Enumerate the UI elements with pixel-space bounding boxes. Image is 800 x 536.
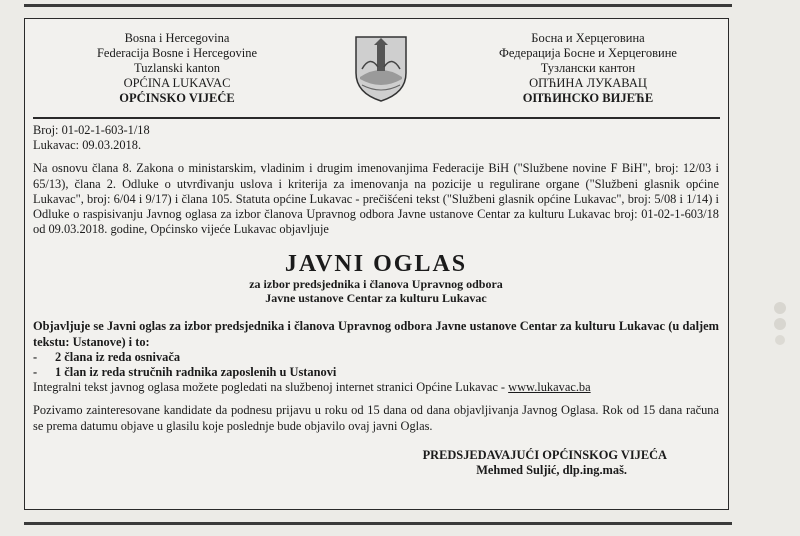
announcement-text: Objavljuje se Javni oglas za izbor predsjednika i članova Upravnog odbora Javne ustanove Centar za kulturu Lukavac (u daljem tekstu: Ustanove) i to: (33, 319, 719, 349)
list-dash: - (33, 349, 38, 364)
top-border-rule (24, 4, 732, 7)
bottom-border-rule (24, 522, 732, 525)
signature-role: PREDSJEDAVAJUĆI OPĆINSKOG VIJEĆA (422, 447, 667, 462)
signature-block (33, 448, 719, 478)
header-canton-cyr: Тузлански кантон (540, 61, 636, 75)
signature-name: Mehmed Suljić, dlp.ing.maš. (476, 462, 627, 477)
legal-preamble: Na osnovu člana 8. Zakona o ministarskim, vladinim i drugim imenovanjima Federacije BiH ("Službene novine F BiH", broj: 12/03 i 65/13), člana 2. Odluke o utvrđivanju uslova i kriterija za imenovanja na pozicije u regulirane organe ("Službeni glasnik općine Lukavac", broj: 6/04 i 9/17) i člana 105. Statuta općine Lukavac - prečišćeni tekst ("Službeni glasnik općine Lukavac", broj: 5/08 i 1/14) i Odluke o raspisivanju Javnog oglasa za izbor članova Upravnog odbora Javne ustanove Centar za kulturu Lukavac broj: 01-02-1-603/18 od 09.03.2018. godine, Općinsko vijeće Lukavac objavljuje (33, 161, 719, 237)
invitation-text: Pozivamo zainteresovane kandidate da podnesu prijavu u roku od 15 dana od dana objavljivanja Javnog Oglasa. Rok od 15 dana računa se prema datumu objave u glasilu koje poslednje bude objavilo ovaj javni Oglas. (33, 403, 719, 433)
header-country: Bosna i Hercegovina (124, 31, 230, 45)
notice-title: JAVNI OGLAS (284, 251, 468, 278)
municipal-coat-of-arms-icon (352, 33, 410, 103)
page-edge-marks-icon (772, 300, 788, 350)
document-date: Lukavac: 09.03.2018. (33, 138, 142, 153)
integral-text-line (33, 380, 719, 395)
website-link[interactable]: www.lukavac.ba (508, 380, 591, 395)
header-latin (77, 31, 277, 106)
header-canton: Tuzlanski kanton (134, 61, 220, 75)
public-notice-frame (24, 18, 729, 510)
header-council-cyr: ОПЋИНСКО ВИЈЕЋЕ (522, 91, 654, 105)
list-dash: - (33, 365, 38, 380)
notice-subtitle-2: Javne ustanove Centar za kulturu Lukavac (265, 291, 487, 306)
notice-body (33, 123, 719, 478)
header-council: OPĆINSKO VIJEĆE (119, 91, 235, 105)
header-cyrillic (473, 31, 703, 106)
notice-subtitle-1: za izbor predsjednika i članova Upravnog odbora (249, 277, 503, 292)
notice-header (25, 19, 728, 115)
document-number: Broj: 01-02-1-603-1/18 (33, 123, 150, 137)
list-item (33, 350, 719, 365)
header-municipality: OPĆINA LUKAVAC (123, 76, 231, 90)
header-country-cyr: Босна и Херцеговина (531, 31, 645, 45)
header-divider (33, 117, 720, 119)
header-federation-cyr: Федерација Босне и Херцеговине (499, 46, 677, 60)
header-municipality-cyr: ОПЋИНА ЛУКАВАЦ (529, 76, 647, 90)
list-item (33, 365, 719, 380)
list-item-text: 1 član iz reda stručnih radnika zaposlenih u Ustanovi (55, 365, 337, 380)
header-federation: Federacija Bosne i Hercegovine (96, 46, 257, 60)
integral-text: Integralni tekst javnog oglasa možete pogledati na službenoj internet stranici Općine Lukavac - (33, 380, 509, 395)
list-item-text: 2 člana iz reda osnivača (55, 349, 181, 364)
